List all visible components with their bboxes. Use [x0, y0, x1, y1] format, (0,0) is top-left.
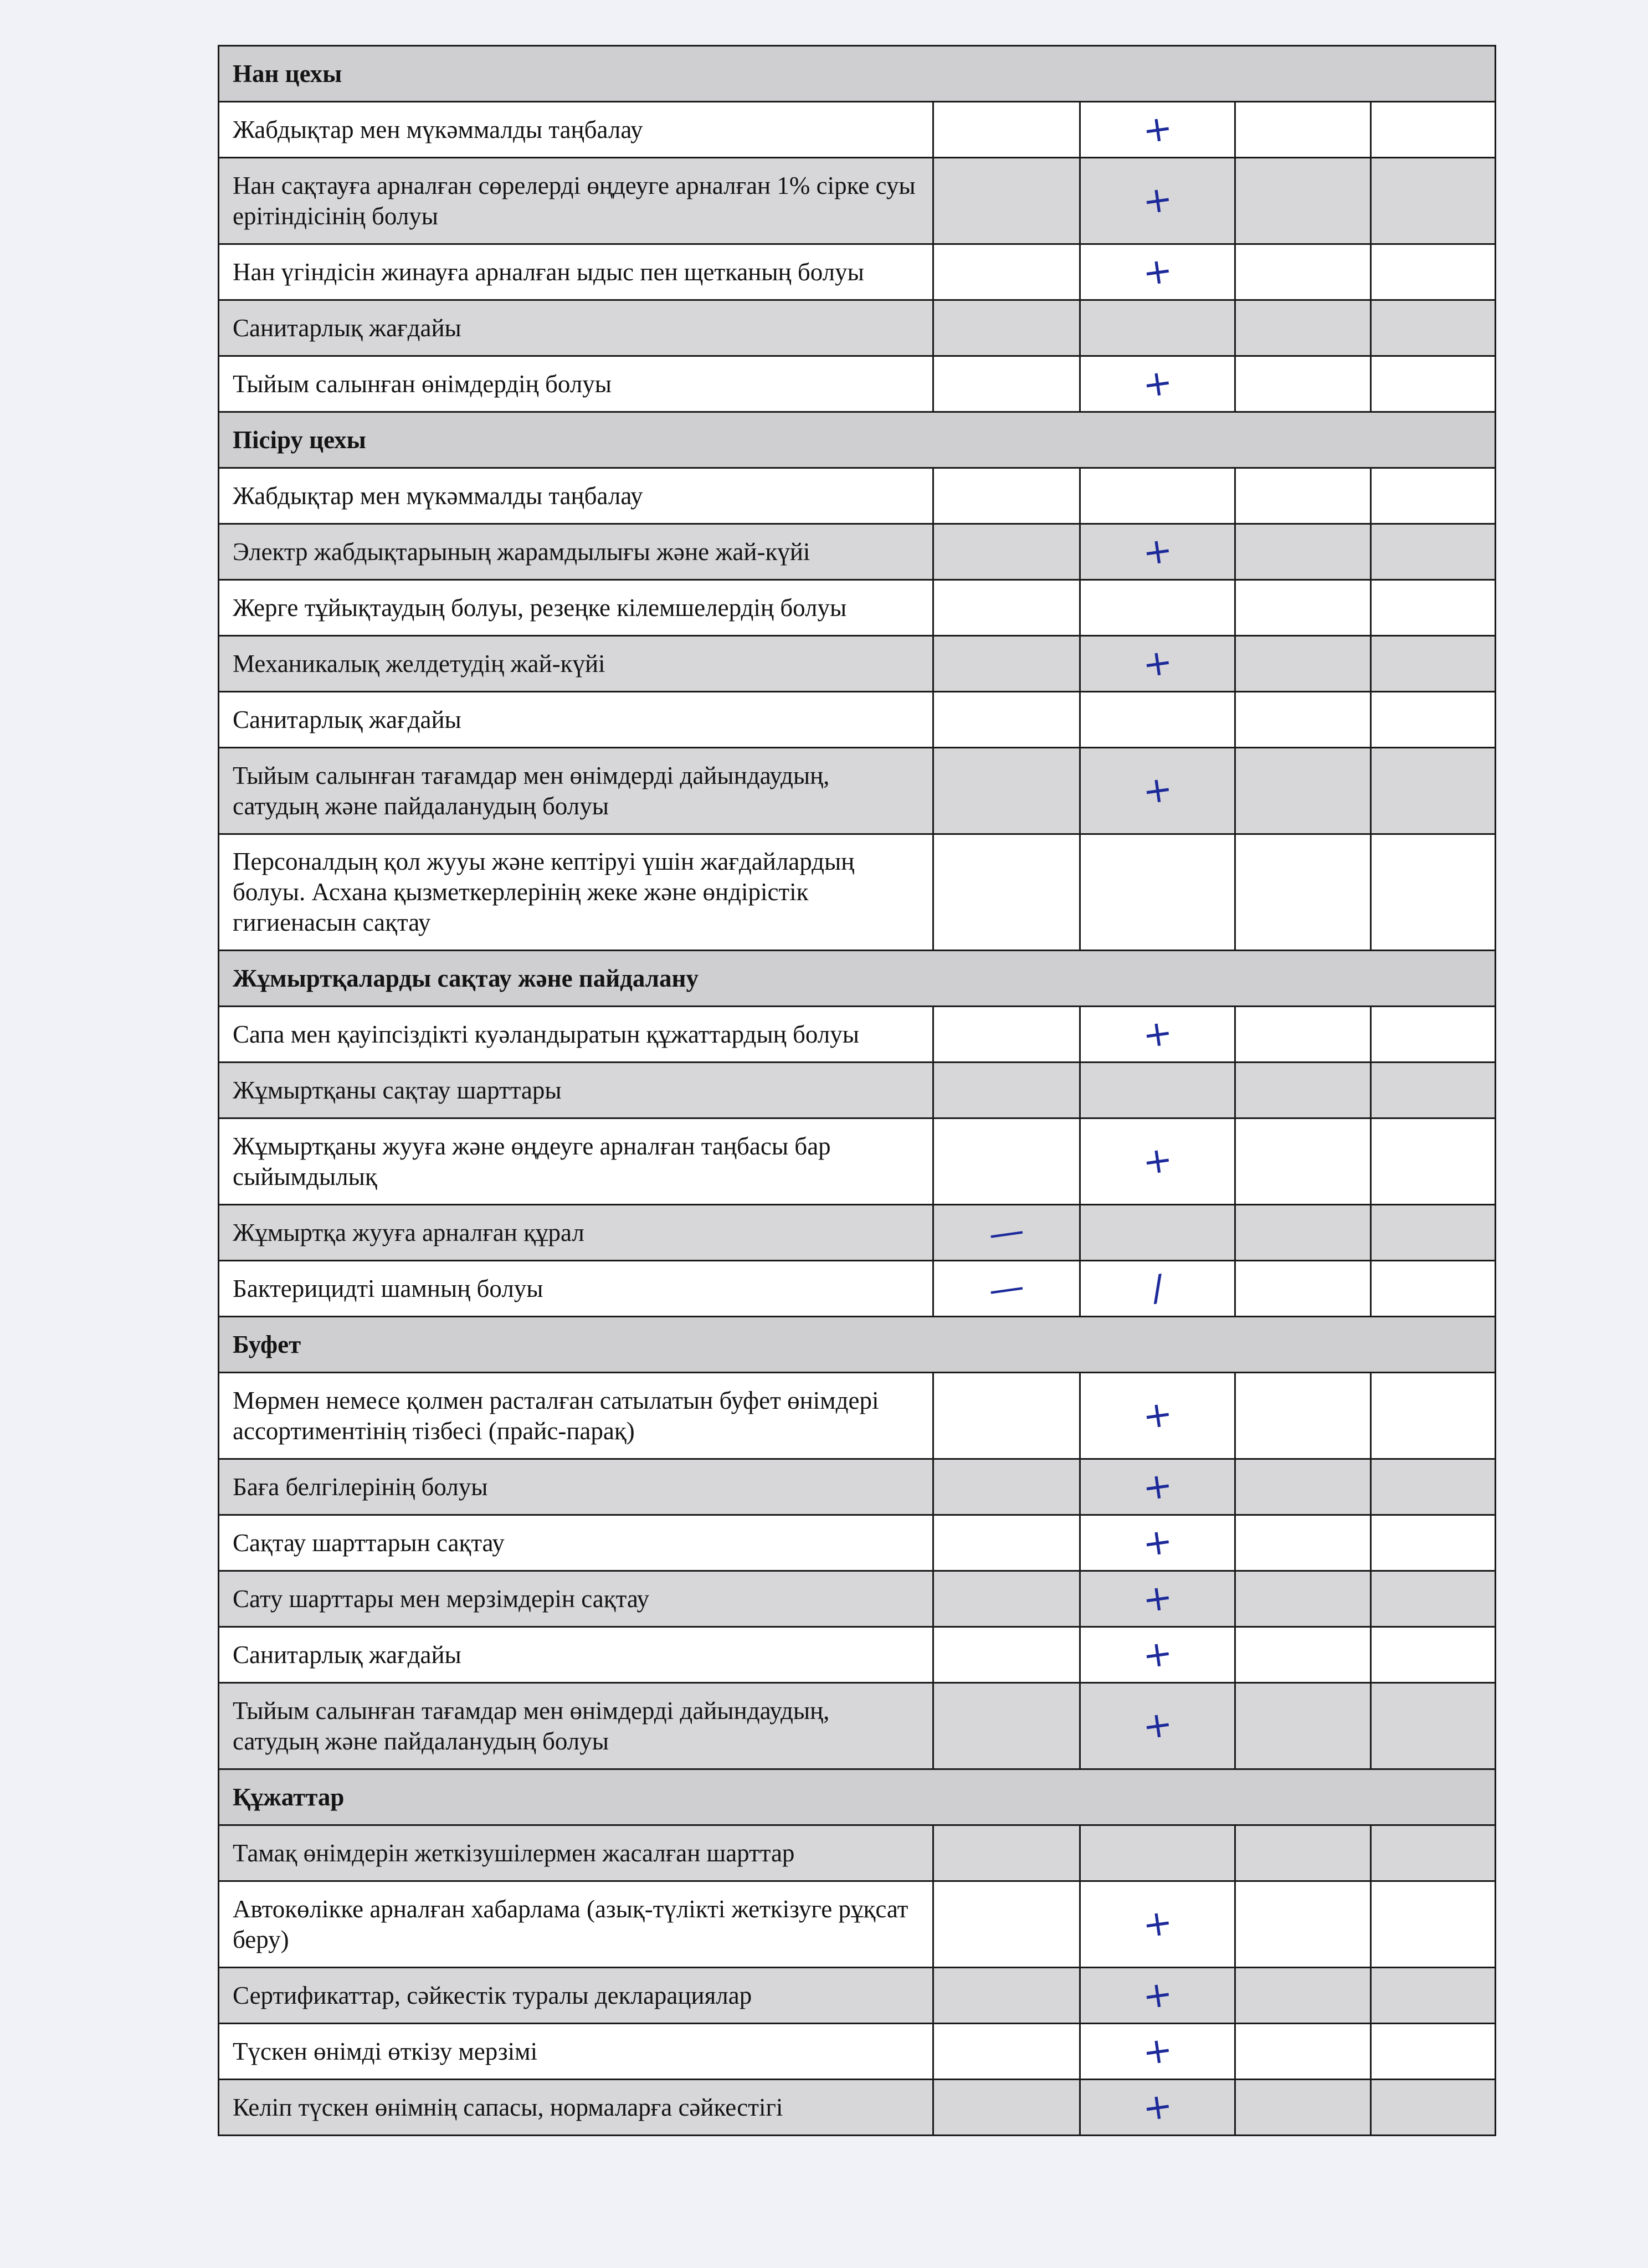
mark-cell-col-3 — [1235, 1683, 1371, 1769]
mark-cell-col-4 — [1371, 1825, 1496, 1881]
checklist-item-label: Сату шарттары мен мерзімдерін сақтау — [219, 1571, 933, 1627]
mark-cell-col-3 — [1235, 356, 1371, 412]
mark-cell-col-1 — [933, 748, 1080, 834]
checklist-item-label: Мөрмен немесе қолмен расталған сатылатын буфет өнімдері ассортиментінің тізбесі (прайс-парақ) — [219, 1373, 933, 1459]
mark-cell-col-2 — [1080, 580, 1235, 636]
mark-cell-col-3 — [1235, 1373, 1371, 1459]
section-header-row — [219, 412, 1496, 468]
mark-cell-col-4 — [1371, 834, 1496, 951]
checklist-row — [219, 1063, 1496, 1118]
checklist-row — [219, 1007, 1496, 1063]
mark-cell-col-4 — [1371, 356, 1496, 412]
mark-cell-col-2 — [1080, 748, 1235, 834]
mark-cell-col-2 — [1080, 468, 1235, 524]
mark-cell-col-4 — [1371, 1261, 1496, 1317]
handwritten-mark: + — [1139, 1012, 1175, 1056]
mark-cell-col-2 — [1080, 524, 1235, 580]
mark-cell-col-4 — [1371, 1118, 1496, 1205]
checklist-row — [219, 468, 1496, 524]
mark-cell-col-3 — [1235, 834, 1371, 951]
mark-cell-col-3 — [1235, 580, 1371, 636]
checklist-row — [219, 636, 1496, 692]
mark-cell-col-1 — [933, 1515, 1080, 1571]
mark-cell-col-4 — [1371, 636, 1496, 692]
checklist-row — [219, 1825, 1496, 1881]
mark-cell-col-1 — [933, 356, 1080, 412]
checklist-row — [219, 580, 1496, 636]
mark-cell-col-3 — [1235, 1459, 1371, 1515]
checklist-item-label: Санитарлық жағдайы — [219, 1627, 933, 1683]
mark-cell-col-4 — [1371, 1881, 1496, 1968]
mark-cell-col-3 — [1235, 300, 1371, 356]
checklist-item-label: Жерге тұйықтаудың болуы, резеңке кілемшелердің болуы — [219, 580, 933, 636]
mark-cell-col-3 — [1235, 1007, 1371, 1063]
section-header-row — [219, 46, 1496, 102]
mark-cell-col-4 — [1371, 524, 1496, 580]
checklist-row — [219, 102, 1496, 158]
mark-cell-col-3 — [1235, 158, 1371, 244]
handwritten-mark: + — [1139, 249, 1175, 294]
mark-cell-col-1 — [933, 1825, 1080, 1881]
mark-cell-col-4 — [1371, 1571, 1496, 1627]
mark-cell-col-4 — [1371, 468, 1496, 524]
checklist-item-label: Тыйым салынған тағамдар мен өнімдерді дайындаудың, сатудың және пайдаланудың болуы — [219, 748, 933, 834]
checklist-row — [219, 1683, 1496, 1769]
mark-cell-col-1 — [933, 468, 1080, 524]
mark-cell-col-2 — [1080, 2024, 1235, 2080]
checklist-row — [219, 1571, 1496, 1627]
handwritten-mark: + — [1139, 641, 1175, 686]
mark-cell-col-4 — [1371, 1007, 1496, 1063]
checklist-item-label: Электр жабдықтарының жарамдылығы және жай-күйі — [219, 524, 933, 580]
mark-cell-col-3 — [1235, 1627, 1371, 1683]
checklist-item-label: Бактерицидті шамның болуы — [219, 1261, 933, 1317]
mark-cell-col-2 — [1080, 158, 1235, 244]
mark-cell-col-2 — [1080, 1825, 1235, 1881]
mark-cell-col-2 — [1080, 834, 1235, 951]
checklist-item-label: Санитарлық жағдайы — [219, 692, 933, 748]
checklist-item-label: Тыйым салынған өнімдердің болуы — [219, 356, 933, 412]
mark-cell-col-2 — [1080, 1261, 1235, 1317]
checklist-row — [219, 748, 1496, 834]
mark-cell-col-4 — [1371, 1968, 1496, 2024]
handwritten-mark: + — [1139, 1138, 1175, 1184]
mark-cell-col-2 — [1080, 1515, 1235, 1571]
mark-cell-col-1 — [933, 636, 1080, 692]
checklist-item-label: Жұмыртқаны сақтау шарттары — [219, 1063, 933, 1118]
handwritten-mark: — — [986, 1209, 1027, 1255]
handwritten-mark: + — [1139, 529, 1175, 574]
mark-cell-col-2 — [1080, 1373, 1235, 1459]
checklist-row — [219, 2024, 1496, 2080]
checklist-item-label: Автокөлікке арналған хабарлама (азық-түлікті жеткізуге рұқсат беру) — [219, 1881, 933, 1968]
mark-cell-col-4 — [1371, 244, 1496, 300]
mark-cell-col-3 — [1235, 1205, 1371, 1261]
checklist-item-label: Тамақ өнімдерін жеткізушілермен жасалған шарттар — [219, 1825, 933, 1881]
handwritten-mark: — — [986, 1265, 1027, 1311]
checklist-item-label: Тыйым салынған тағамдар мен өнімдерді дайындаудың, сатудың және пайдаланудың болуы — [219, 1683, 933, 1769]
mark-cell-col-3 — [1235, 2080, 1371, 2136]
mark-cell-col-3 — [1235, 524, 1371, 580]
mark-cell-col-2 — [1080, 1627, 1235, 1683]
checklist-row — [219, 158, 1496, 244]
section-header-row — [219, 951, 1496, 1007]
mark-cell-col-1 — [933, 1205, 1080, 1261]
mark-cell-col-1 — [933, 102, 1080, 158]
handwritten-mark: + — [1139, 1632, 1175, 1677]
mark-cell-col-2 — [1080, 636, 1235, 692]
checklist-item-label: Нан сақтауға арналған сөрелерді өңдеуге арналған 1% сірке суы ерітіндісінің болуы — [219, 158, 933, 244]
mark-cell-col-4 — [1371, 580, 1496, 636]
mark-cell-col-4 — [1371, 2024, 1496, 2080]
mark-cell-col-2 — [1080, 102, 1235, 158]
checklist-row — [219, 2080, 1496, 2136]
checklist-row — [219, 1881, 1496, 1968]
checklist-item-label: Сертификаттар, сәйкестік туралы декларациялар — [219, 1968, 933, 2024]
checklist-item-label: Механикалық желдетудің жай-күйі — [219, 636, 933, 692]
mark-cell-col-3 — [1235, 1515, 1371, 1571]
checklist-item-label: Келіп түскен өнімнің сапасы, нормаларға сәйкестігі — [219, 2080, 933, 2136]
handwritten-mark: + — [1139, 178, 1175, 223]
checklist-row — [219, 356, 1496, 412]
mark-cell-col-3 — [1235, 636, 1371, 692]
checklist-item-label: Персоналдың қол жууы және кептіруі үшін жағдайлардың болуы. Асхана қызметкерлерінің жеке және өндірістік гигиенасын сақтау — [219, 834, 933, 951]
mark-cell-col-3 — [1235, 1261, 1371, 1317]
mark-cell-col-2 — [1080, 1063, 1235, 1118]
mark-cell-col-1 — [933, 1118, 1080, 1205]
mark-cell-col-1 — [933, 1373, 1080, 1459]
mark-cell-col-4 — [1371, 102, 1496, 158]
mark-cell-col-4 — [1371, 1373, 1496, 1459]
mark-cell-col-1 — [933, 1627, 1080, 1683]
mark-cell-col-3 — [1235, 1063, 1371, 1118]
mark-cell-col-4 — [1371, 1459, 1496, 1515]
checklist-item-label: Сапа мен қауіпсіздікті куәландыратын құжаттардың болуы — [219, 1007, 933, 1063]
mark-cell-col-4 — [1371, 1205, 1496, 1261]
mark-cell-col-4 — [1371, 692, 1496, 748]
checklist-row — [219, 244, 1496, 300]
mark-cell-col-1 — [933, 1571, 1080, 1627]
mark-cell-col-4 — [1371, 2080, 1496, 2136]
mark-cell-col-3 — [1235, 2024, 1371, 2080]
mark-cell-col-2 — [1080, 1968, 1235, 2024]
handwritten-mark: + — [1139, 1901, 1175, 1947]
mark-cell-col-4 — [1371, 1515, 1496, 1571]
checklist-row — [219, 1205, 1496, 1261]
checklist-row — [219, 1459, 1496, 1515]
mark-cell-col-1 — [933, 1968, 1080, 2024]
mark-cell-col-2 — [1080, 300, 1235, 356]
handwritten-mark: + — [1139, 1393, 1175, 1438]
mark-cell-col-3 — [1235, 748, 1371, 834]
mark-cell-col-4 — [1371, 300, 1496, 356]
handwritten-mark: + — [1139, 1520, 1175, 1565]
checklist-item-label: Санитарлық жағдайы — [219, 300, 933, 356]
checklist-row — [219, 524, 1496, 580]
section-title: Жұмыртқаларды сақтау және пайдалану — [219, 951, 1496, 1007]
mark-cell-col-2 — [1080, 1683, 1235, 1769]
handwritten-mark: + — [1139, 2085, 1175, 2130]
mark-cell-col-2 — [1080, 1205, 1235, 1261]
checklist-row — [219, 834, 1496, 951]
mark-cell-col-1 — [933, 1459, 1080, 1515]
mark-cell-col-3 — [1235, 244, 1371, 300]
checklist-item-label: Жұмыртқа жууға арналған құрал — [219, 1205, 933, 1261]
handwritten-mark: + — [1139, 1973, 1175, 2018]
mark-cell-col-2 — [1080, 1571, 1235, 1627]
mark-cell-col-1 — [933, 2080, 1080, 2136]
mark-cell-col-4 — [1371, 748, 1496, 834]
section-title: Нан цехы — [219, 46, 1496, 102]
mark-cell-col-3 — [1235, 1118, 1371, 1205]
mark-cell-col-2 — [1080, 1118, 1235, 1205]
mark-cell-col-3 — [1235, 1571, 1371, 1627]
mark-cell-col-1 — [933, 1063, 1080, 1118]
handwritten-mark: + — [1139, 361, 1175, 406]
mark-cell-col-2 — [1080, 2080, 1235, 2136]
mark-cell-col-1 — [933, 692, 1080, 748]
handwritten-mark: + — [1139, 768, 1175, 813]
mark-cell-col-3 — [1235, 1881, 1371, 1968]
checklist-item-label: Жабдықтар мен мүкәммалды таңбалау — [219, 468, 933, 524]
mark-cell-col-1 — [933, 1261, 1080, 1317]
checklist-item-label: Түскен өнімді өткізу мерзімі — [219, 2024, 933, 2080]
checklist-item-label: Жұмыртқаны жууға және өңдеуге арналған таңбасы бар сыйымдылық — [219, 1118, 933, 1205]
handwritten-mark: + — [1139, 1464, 1175, 1509]
checklist-row — [219, 1968, 1496, 2024]
handwritten-mark: + — [1139, 1576, 1175, 1621]
mark-cell-col-1 — [933, 580, 1080, 636]
mark-cell-col-4 — [1371, 158, 1496, 244]
section-header-row — [219, 1769, 1496, 1825]
checklist-row — [219, 1118, 1496, 1205]
handwritten-mark: + — [1139, 2029, 1175, 2074]
mark-cell-col-2 — [1080, 1459, 1235, 1515]
mark-cell-col-2 — [1080, 244, 1235, 300]
mark-cell-col-2 — [1080, 692, 1235, 748]
mark-cell-col-3 — [1235, 102, 1371, 158]
mark-cell-col-1 — [933, 834, 1080, 951]
mark-cell-col-1 — [933, 2024, 1080, 2080]
mark-cell-col-1 — [933, 1007, 1080, 1063]
mark-cell-col-3 — [1235, 1968, 1371, 2024]
mark-cell-col-2 — [1080, 1881, 1235, 1968]
mark-cell-col-4 — [1371, 1683, 1496, 1769]
checklist-item-label: Сақтау шарттарын сақтау — [219, 1515, 933, 1571]
handwritten-mark: / — [1148, 1267, 1167, 1310]
handwritten-mark: + — [1139, 107, 1175, 152]
checklist-item-label: Нан үгіндісін жинауға арналған ыдыс пен щетканың болуы — [219, 244, 933, 300]
mark-cell-col-4 — [1371, 1063, 1496, 1118]
checklist-row — [219, 692, 1496, 748]
checklist-row — [219, 1515, 1496, 1571]
inspection-checklist-table — [218, 45, 1496, 2136]
mark-cell-col-2 — [1080, 1007, 1235, 1063]
mark-cell-col-1 — [933, 524, 1080, 580]
mark-cell-col-3 — [1235, 692, 1371, 748]
mark-cell-col-1 — [933, 1881, 1080, 1968]
mark-cell-col-3 — [1235, 1825, 1371, 1881]
checklist-row — [219, 1373, 1496, 1459]
section-title: Буфет — [219, 1317, 1496, 1373]
checklist-row — [219, 1627, 1496, 1683]
mark-cell-col-1 — [933, 244, 1080, 300]
handwritten-mark: + — [1139, 1703, 1175, 1748]
mark-cell-col-3 — [1235, 468, 1371, 524]
mark-cell-col-2 — [1080, 356, 1235, 412]
checklist-row — [219, 1261, 1496, 1317]
mark-cell-col-1 — [933, 300, 1080, 356]
mark-cell-col-1 — [933, 158, 1080, 244]
checklist-row — [219, 300, 1496, 356]
section-title: Пісіру цехы — [219, 412, 1496, 468]
mark-cell-col-1 — [933, 1683, 1080, 1769]
section-title: Құжаттар — [219, 1769, 1496, 1825]
checklist-item-label: Жабдықтар мен мүкәммалды таңбалау — [219, 102, 933, 158]
mark-cell-col-4 — [1371, 1627, 1496, 1683]
section-header-row — [219, 1317, 1496, 1373]
checklist-item-label: Баға белгілерінің болуы — [219, 1459, 933, 1515]
